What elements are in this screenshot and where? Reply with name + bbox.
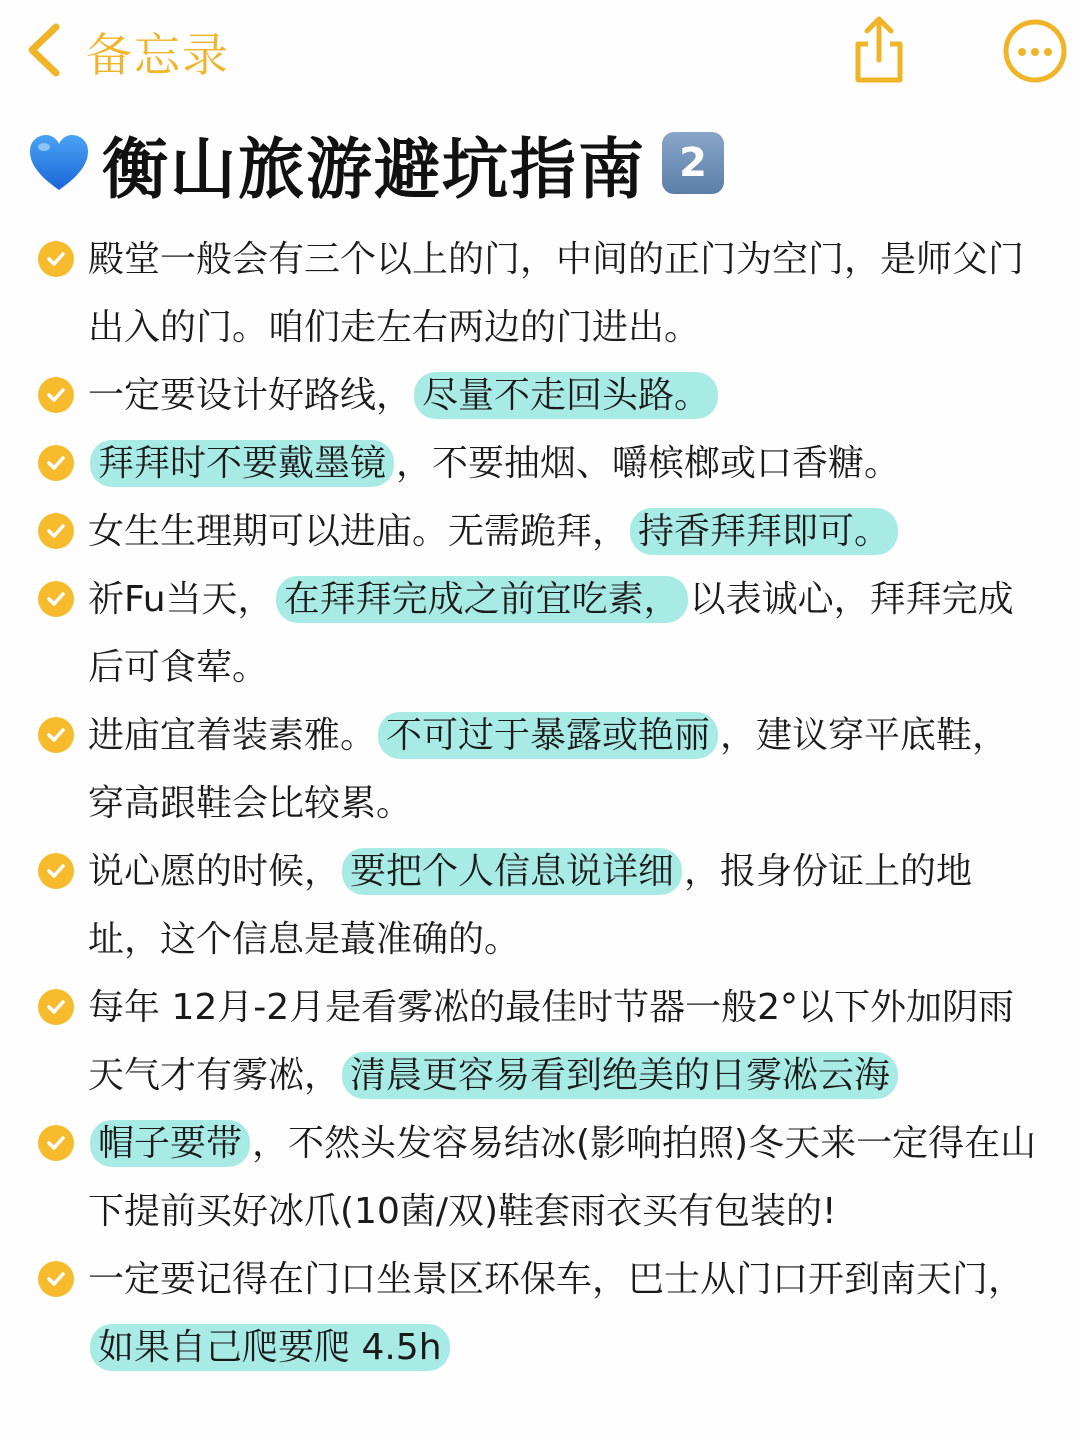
highlighted-text: 在拜拜完成之前宜吃素， [276,576,688,623]
note-title: 衡山旅游避坑指南 [102,130,646,208]
list-item-text [88,498,1040,566]
text-segment: ，不要抽烟、嚼槟榔或口香糖。 [396,443,901,484]
list-item-text [88,1246,1040,1382]
back-label: 备忘录 [86,28,230,82]
checkmark-icon [38,581,74,617]
text-segment: 说心愿的时候， [88,851,341,892]
list-item-text [88,226,1040,362]
list-item [0,226,1080,362]
list-item-text [88,702,1040,838]
share-icon [846,71,912,90]
list-item [0,702,1080,838]
blue-heart-icon [26,130,92,196]
list-item [0,838,1080,974]
list-item [0,498,1080,566]
list-item-text [88,430,1040,498]
list-item [0,1246,1080,1382]
checkmark-icon [38,1125,74,1161]
highlighted-text: 持香拜拜即可。 [630,508,898,555]
text-segment: 一定要设计好路线， [88,375,413,416]
back-button[interactable] [24,22,230,82]
list-item [0,1110,1080,1246]
list-item [0,566,1080,702]
list-item-text [88,838,1040,974]
text-segment: ，不然头发容易结冰(影响拍照)冬天来一定得在山下提前买好冰爪(10菌/双)鞋套雨衣买有包装的! [88,1123,1037,1232]
highlighted-text: 如果自己爬要爬 4.5h [90,1324,450,1371]
checkmark-icon [38,513,74,549]
checkmark-icon [38,445,74,481]
highlighted-text: 不可过于暴露或艳丽 [378,712,718,759]
text-segment: ，建议穿平底鞋，穿高跟鞋会比较累。 [88,715,1009,824]
text-segment: ，报身份证上的地址，这个信息是蕞准确的。 [88,851,973,960]
note-title-row [26,122,724,208]
number-badge: 2 [662,132,724,194]
checkmark-icon [38,853,74,889]
highlighted-text: 拜拜时不要戴墨镜 [90,440,394,487]
list-item-text [88,1110,1040,1246]
checklist [0,226,1080,1382]
checkmark-icon [38,717,74,753]
more-icon [1002,69,1068,88]
navigation-bar [0,0,1080,105]
highlighted-text: 帽子要带 [90,1120,250,1167]
checkmark-icon [38,1261,74,1297]
text-segment: 每年 12月-2月是看雾凇的最佳时节器一般2°以下外加阴雨天气才有雾凇， [88,987,1015,1096]
checkmark-icon [38,377,74,413]
list-item [0,362,1080,430]
highlighted-text: 尽量不走回头路。 [414,372,718,419]
list-item-text [88,974,1040,1110]
text-segment: 女生生理期可以进庙。无需跪拜， [88,511,629,552]
share-button[interactable] [846,14,912,90]
highlighted-text: 要把个人信息说详细 [342,848,682,895]
highlighted-text: 清晨更容易看到绝美的日雾凇云海 [342,1052,898,1099]
list-item [0,430,1080,498]
text-segment: 进庙宜着装素雅。 [88,715,377,756]
list-item [0,974,1080,1110]
text-segment: 祈Fu当天， [88,579,274,620]
text-segment: 以表诚心，拜拜完成后可食荤。 [88,579,1014,688]
text-segment: 一定要记得在门口坐景区环保车，巴士从门口开到南天门， [88,1259,1025,1300]
checkmark-icon [38,989,74,1025]
list-item-text [88,362,1040,430]
more-button[interactable] [1002,18,1068,88]
text-segment: 殿堂一般会有三个以上的门，中间的正门为空门，是师父门出入的门。咱们走左右两边的门进出。 [88,239,1025,348]
chevron-left-icon [24,21,64,83]
list-item-text [88,566,1040,702]
checkmark-icon [38,241,74,277]
